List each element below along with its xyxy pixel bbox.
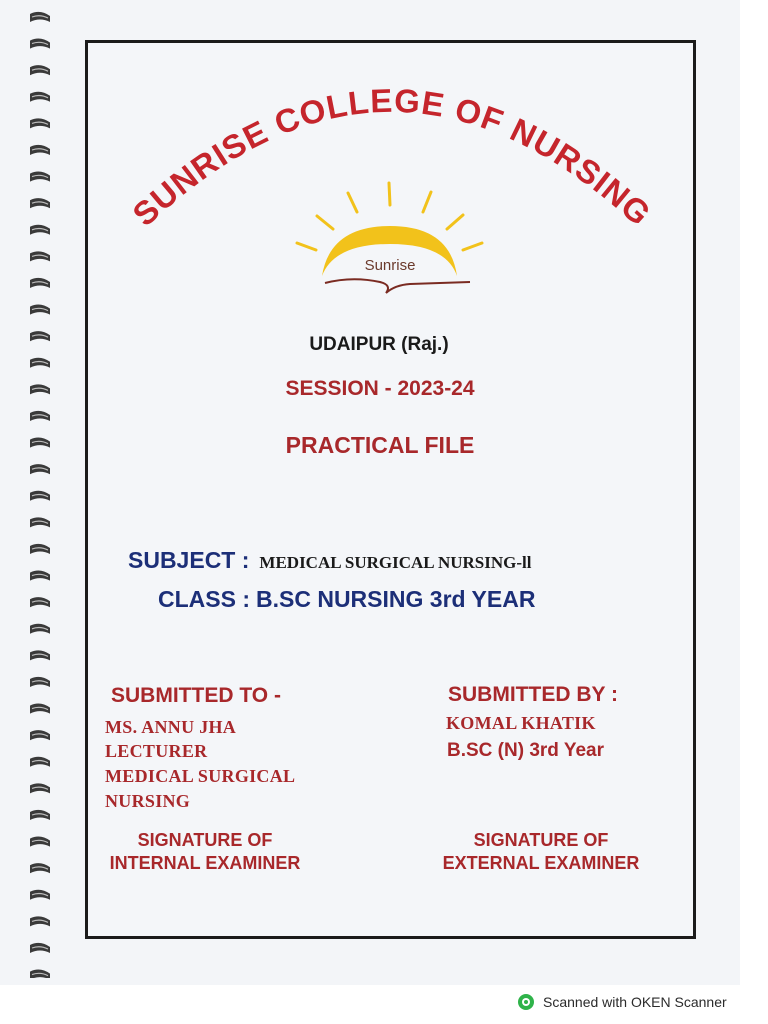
spiral-coil xyxy=(30,597,50,607)
spiral-coil xyxy=(30,624,50,634)
scanner-logo-icon xyxy=(517,993,535,1011)
spiral-coil xyxy=(30,943,50,953)
location: UDAIPUR (Raj.) xyxy=(309,334,449,355)
internal-examiner-signature xyxy=(100,829,310,875)
spiral-coil xyxy=(30,571,50,581)
submitted-to-designation: LECTURER xyxy=(105,741,208,761)
spiral-coil xyxy=(30,730,50,740)
spiral-coil xyxy=(30,704,50,714)
external-signature-line1: SIGNATURE OF xyxy=(473,830,609,850)
subject-row xyxy=(128,547,531,574)
spiral-coil xyxy=(30,916,50,926)
submitted-to-department-2: NURSING xyxy=(105,791,191,811)
spiral-coil xyxy=(30,863,50,873)
logo-text: Sunrise xyxy=(364,257,416,274)
spiral-coil xyxy=(30,677,50,687)
subject-label: SUBJECT : xyxy=(128,547,250,573)
scanner-watermark xyxy=(517,992,727,1012)
spiral-coil xyxy=(30,464,50,474)
spiral-coil xyxy=(30,358,50,368)
spiral-coil xyxy=(30,970,50,978)
scanner-watermark-text: Scanned with OKEN Scanner xyxy=(543,994,727,1010)
spiral-coil xyxy=(30,837,50,847)
spiral-coil xyxy=(30,890,50,900)
spiral-coil xyxy=(30,783,50,793)
submitted-by-heading: SUBMITTED BY : xyxy=(448,683,618,706)
class-value: B.SC NURSING 3rd YEAR xyxy=(256,586,536,612)
spiral-coil xyxy=(30,810,50,820)
spiral-coil xyxy=(30,650,50,660)
submitted-by-course: B.SC (N) 3rd Year xyxy=(447,740,604,761)
submitted-by-name: KOMAL KHATIK xyxy=(446,713,596,733)
external-examiner-signature xyxy=(433,829,649,875)
submitted-to-heading: SUBMITTED TO - xyxy=(111,684,281,707)
college-name: SUNRISE COLLEGE OF NURSING xyxy=(125,81,659,234)
spiral-coil xyxy=(30,411,50,421)
class-row xyxy=(158,586,535,613)
session: SESSION - 2023-24 xyxy=(285,377,475,400)
spiral-coil xyxy=(30,544,50,554)
internal-signature-line2: INTERNAL EXAMINER xyxy=(109,853,301,873)
external-signature-line2: EXTERNAL EXAMINER xyxy=(442,853,640,873)
sunrise-logo xyxy=(0,0,768,320)
spiral-coil xyxy=(30,757,50,767)
spiral-coil xyxy=(30,491,50,501)
internal-signature-line1: SIGNATURE OF xyxy=(137,830,273,850)
class-label: CLASS : xyxy=(158,586,250,612)
submitted-to-name: MS. ANNU JHA xyxy=(105,717,237,737)
subject-value: MEDICAL SURGICAL NURSING-ll xyxy=(259,553,532,572)
submitted-to-department-1: MEDICAL SURGICAL xyxy=(105,766,296,786)
spiral-coil xyxy=(30,517,50,527)
file-title: PRACTICAL FILE xyxy=(285,432,475,458)
